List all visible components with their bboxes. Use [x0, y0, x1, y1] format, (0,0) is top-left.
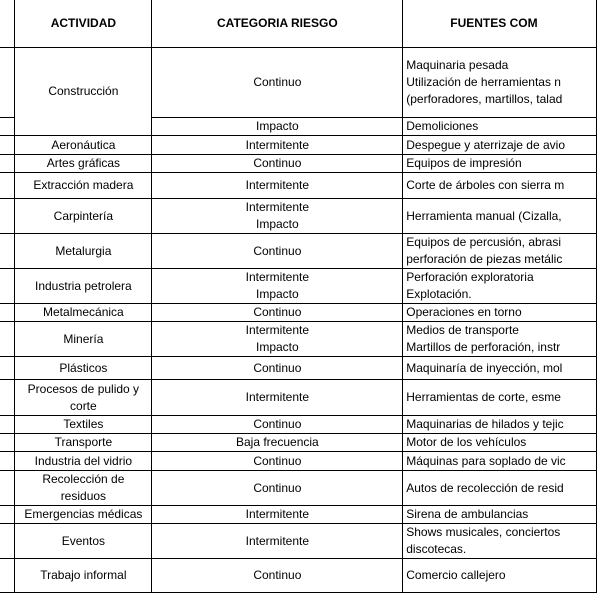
fuentes-cell-line: Maquinarias de hilados y tejic [406, 417, 564, 431]
actividad-cell [15, 136, 152, 155]
table-row [0, 434, 597, 452]
actividad-cell-line: Industria petrolera [35, 278, 132, 293]
table-row [0, 136, 597, 155]
fuentes-cell [403, 48, 597, 118]
fuentes-cell-line: (perforadores, martillos, talad [406, 92, 563, 106]
categoria-cell [152, 452, 403, 471]
categoria-cell-line: Continuo [253, 453, 302, 468]
table-row [0, 524, 597, 559]
table-row [0, 380, 597, 416]
actividad-cell-line: Artes gráficas [46, 156, 121, 170]
actividad-cell-line: corte [70, 398, 97, 413]
fuentes-cell [403, 471, 597, 506]
header-index [0, 0, 15, 48]
fuentes-cell-line: Perforación exploratoria [406, 270, 534, 284]
table-row [0, 506, 597, 524]
fuentes-cell [403, 416, 597, 434]
categoria-cell-line: Continuo [253, 480, 302, 495]
header-categoria: CATEGORIA RIESGO [152, 0, 403, 48]
actividad-cell-line: Emergencias médicas [24, 507, 143, 521]
fuentes-cell [403, 118, 597, 136]
categoria-cell [152, 48, 403, 118]
categoria-cell-line: Continuo [253, 156, 302, 170]
actividad-cell-line: residuos [60, 489, 107, 503]
categoria-cell-line: Intermitente [245, 507, 310, 521]
actividad-cell-line: Trabajo informal [40, 568, 127, 582]
categoria-cell [152, 199, 403, 234]
row-index-cell [0, 48, 15, 118]
categoria-cell-line: Baja frecuencia [235, 435, 319, 449]
row-index-cell [0, 452, 15, 471]
fuentes-cell [403, 173, 597, 199]
categoria-cell [152, 434, 403, 452]
categoria-cell-line: Continuo [253, 75, 302, 89]
row-index-cell [0, 416, 15, 434]
row-index-cell [0, 136, 15, 155]
actividad-cell [15, 380, 152, 416]
fuentes-cell-line: Herramienta manual (Cizalla, [406, 208, 562, 223]
categoria-cell [152, 380, 403, 416]
actividad-cell-line: Metalurgia [55, 243, 112, 258]
actividad-cell [15, 452, 152, 471]
categoria-cell [152, 173, 403, 199]
fuentes-cell [403, 357, 597, 380]
table-row [0, 471, 597, 506]
fuentes-cell-line: Maquinaria pesada [406, 58, 509, 72]
fuentes-cell [403, 234, 597, 269]
fuentes-cell-line: Utilización de herramientas n [406, 75, 561, 89]
fuentes-cell [403, 559, 597, 593]
actividad-cell [15, 506, 152, 524]
fuentes-cell-line: Equipos de impresión [406, 156, 522, 170]
row-index-cell [0, 357, 15, 380]
actividad-cell-line: Plásticos [59, 360, 108, 375]
fuentes-cell-line: discotecas. [406, 542, 467, 556]
categoria-cell-line: Continuo [253, 568, 302, 582]
table-row [0, 559, 597, 593]
categoria-cell [152, 524, 403, 559]
actividad-cell-line: Minería [63, 331, 104, 346]
table-row [0, 173, 597, 199]
actividad-cell [15, 199, 152, 234]
categoria-cell [152, 136, 403, 155]
fuentes-cell-line: Motor de los vehículos [406, 435, 527, 449]
fuentes-cell [403, 380, 597, 416]
actividad-cell [15, 434, 152, 452]
fuentes-cell [403, 155, 597, 173]
fuentes-cell-line: Comercio callejero [406, 568, 506, 582]
fuentes-cell [403, 524, 597, 559]
categoria-cell-line: Intermitente [245, 390, 310, 404]
categoria-cell [152, 471, 403, 506]
actividad-cell [15, 559, 152, 593]
header-fuentes: FUENTES COM [403, 0, 597, 48]
actividad-cell [15, 155, 152, 173]
actividad-cell-line: Metalmecánica [43, 305, 124, 319]
categoria-cell-line: Continuo [253, 243, 302, 258]
fuentes-cell-line: Despegue y aterrizaje de avio [406, 137, 565, 152]
fuentes-cell [403, 506, 597, 524]
actividad-cell-line: Construcción [48, 84, 119, 98]
fuentes-cell-line: Demoliciones [406, 119, 479, 133]
fuentes-cell [403, 304, 597, 322]
categoria-cell-line: Intermitente [245, 200, 310, 214]
categoria-cell-line: Impacto [256, 119, 299, 133]
row-index-cell [0, 322, 15, 357]
categoria-cell [152, 155, 403, 173]
table-row [0, 304, 597, 322]
fuentes-cell-line: Sirena de ambulancias [406, 507, 529, 521]
table-row [0, 357, 597, 380]
categoria-cell [152, 234, 403, 269]
categoria-cell-line: Intermitente [245, 178, 310, 192]
table-row [0, 322, 597, 357]
actividad-cell [15, 471, 152, 506]
actividad-cell [15, 524, 152, 559]
row-index-cell [0, 173, 15, 199]
categoria-cell [152, 118, 403, 136]
actividad-cell [15, 322, 152, 357]
table-row [0, 416, 597, 434]
categoria-cell-line: Continuo [253, 417, 302, 431]
fuentes-cell-line: Martillos de perforación, instr [406, 340, 561, 354]
row-index-cell [0, 380, 15, 416]
categoria-cell-line: Intermitente [245, 137, 310, 152]
fuentes-cell-line: Medios de transporte [406, 323, 519, 337]
actividad-cell-line: Carpintería [53, 208, 114, 223]
actividad-cell-line: Recolección de [42, 472, 125, 486]
categoria-cell-line: Continuo [253, 360, 302, 375]
actividad-cell-line: Textiles [63, 417, 104, 431]
fuentes-cell-line: Máquinas para soplado de vic [406, 453, 566, 468]
categoria-cell [152, 357, 403, 380]
row-index-cell [0, 234, 15, 269]
categoria-cell-line: Impacto [256, 217, 299, 231]
row-index-cell [0, 524, 15, 559]
actividad-cell [15, 234, 152, 269]
fuentes-cell [403, 322, 597, 357]
categoria-cell [152, 304, 403, 322]
categoria-cell-line: Impacto [256, 287, 299, 301]
actividad-cell [15, 173, 152, 199]
actividad-cell-line: Transporte [54, 435, 113, 449]
categoria-cell-line: Intermitente [245, 323, 310, 337]
categoria-cell [152, 269, 403, 304]
fuentes-cell-line: Corte de árboles con sierra m [406, 178, 565, 192]
header-row [0, 0, 597, 48]
categoria-cell-line: Continuo [253, 305, 302, 319]
actividad-cell [15, 416, 152, 434]
row-index-cell [0, 199, 15, 234]
fuentes-cell [403, 136, 597, 155]
row-index-cell [0, 506, 15, 524]
actividad-cell-line: Extracción madera [33, 178, 134, 192]
table-row [0, 199, 597, 234]
fuentes-cell-line: Operaciones en torno [406, 305, 522, 319]
fuentes-cell-line: Shows musicales, conciertos [406, 525, 561, 539]
categoria-cell-line: Intermitente [245, 533, 310, 548]
categoria-cell [152, 506, 403, 524]
actividad-cell-line: Industria del vidrio [34, 453, 133, 468]
actividad-cell-line: Aeronáutica [51, 137, 116, 152]
actividad-cell [15, 48, 152, 136]
table-row [0, 155, 597, 173]
table-row [0, 48, 597, 118]
table-row [0, 269, 597, 304]
actividad-cell-line: Procesos de pulido y [27, 381, 140, 396]
actividad-cell-line: Eventos [61, 533, 106, 548]
fuentes-cell [403, 199, 597, 234]
row-index-cell [0, 434, 15, 452]
fuentes-cell [403, 452, 597, 471]
header-actividad: ACTIVIDAD [15, 0, 152, 48]
fuentes-cell-line: Autos de recolección de resid [406, 480, 564, 495]
categoria-cell [152, 416, 403, 434]
fuentes-cell-line: Equipos de percusión, abrasi [406, 235, 561, 249]
fuentes-cell-line: Herramientas de corte, esme [406, 390, 561, 404]
row-index-cell [0, 118, 15, 136]
row-index-cell [0, 471, 15, 506]
actividad-cell [15, 269, 152, 304]
row-index-cell [0, 155, 15, 173]
table-row [0, 452, 597, 471]
categoria-cell-line: Impacto [256, 340, 299, 354]
fuentes-cell-line: Explotación. [406, 287, 472, 301]
categoria-cell [152, 322, 403, 357]
fuentes-cell-line: perforación de piezas metálic [406, 252, 563, 266]
table-row [0, 234, 597, 269]
fuentes-cell [403, 269, 597, 304]
categoria-cell-line: Intermitente [245, 270, 310, 284]
actividad-cell [15, 304, 152, 322]
row-index-cell [0, 559, 15, 593]
row-index-cell [0, 269, 15, 304]
fuentes-cell [403, 434, 597, 452]
fuentes-cell-line: Maquinaría de inyección, mol [406, 360, 563, 375]
categoria-cell [152, 559, 403, 593]
actividad-cell [15, 357, 152, 380]
row-index-cell [0, 304, 15, 322]
